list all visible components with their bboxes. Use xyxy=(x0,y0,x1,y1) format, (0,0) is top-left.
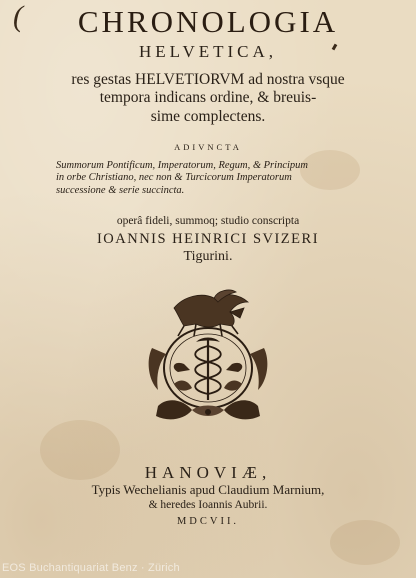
author-city: Tigurini. xyxy=(183,249,233,264)
imprint-heirs: & heredes Ioannis Aubrii. xyxy=(148,499,268,511)
description-line-1: res gestas HELVETIORVM ad nostra vsque xyxy=(71,71,345,88)
italic-line-1: Summorum Pontificum, Imperatorum, Regum, & Principum xyxy=(56,160,308,171)
description-line-3: sime complectens. xyxy=(150,108,266,125)
author-name: IOANNIS HEINRICI SVIZERI xyxy=(96,231,320,247)
adiuncta-heading: ADIVNCTA xyxy=(174,142,242,152)
printers-device-emblem xyxy=(144,288,272,426)
description-line-2: tempora indicans ordine, & breuis- xyxy=(99,89,317,106)
imprint-printer: Typis Wechelianis apud Claudium Marnium, xyxy=(91,482,325,497)
subtitle: HELVETICA, xyxy=(138,42,278,61)
main-title: CHRONOLOGIA xyxy=(77,4,339,39)
watermark: EOS Buchantiquariat Benz · Zürich xyxy=(2,562,180,574)
ink-bracket: ( xyxy=(13,0,23,33)
italic-line-2: in orbe Christiano, nec non & Turcicorum Imperatorum xyxy=(56,172,292,183)
imprint-place: HANOVIÆ, xyxy=(144,463,272,482)
opera-line: operâ fideli, summoq; studio conscripta xyxy=(116,215,300,227)
italic-line-3: successione & serie succincta. xyxy=(56,185,185,196)
imprint-year: MDCVII. xyxy=(176,516,240,527)
